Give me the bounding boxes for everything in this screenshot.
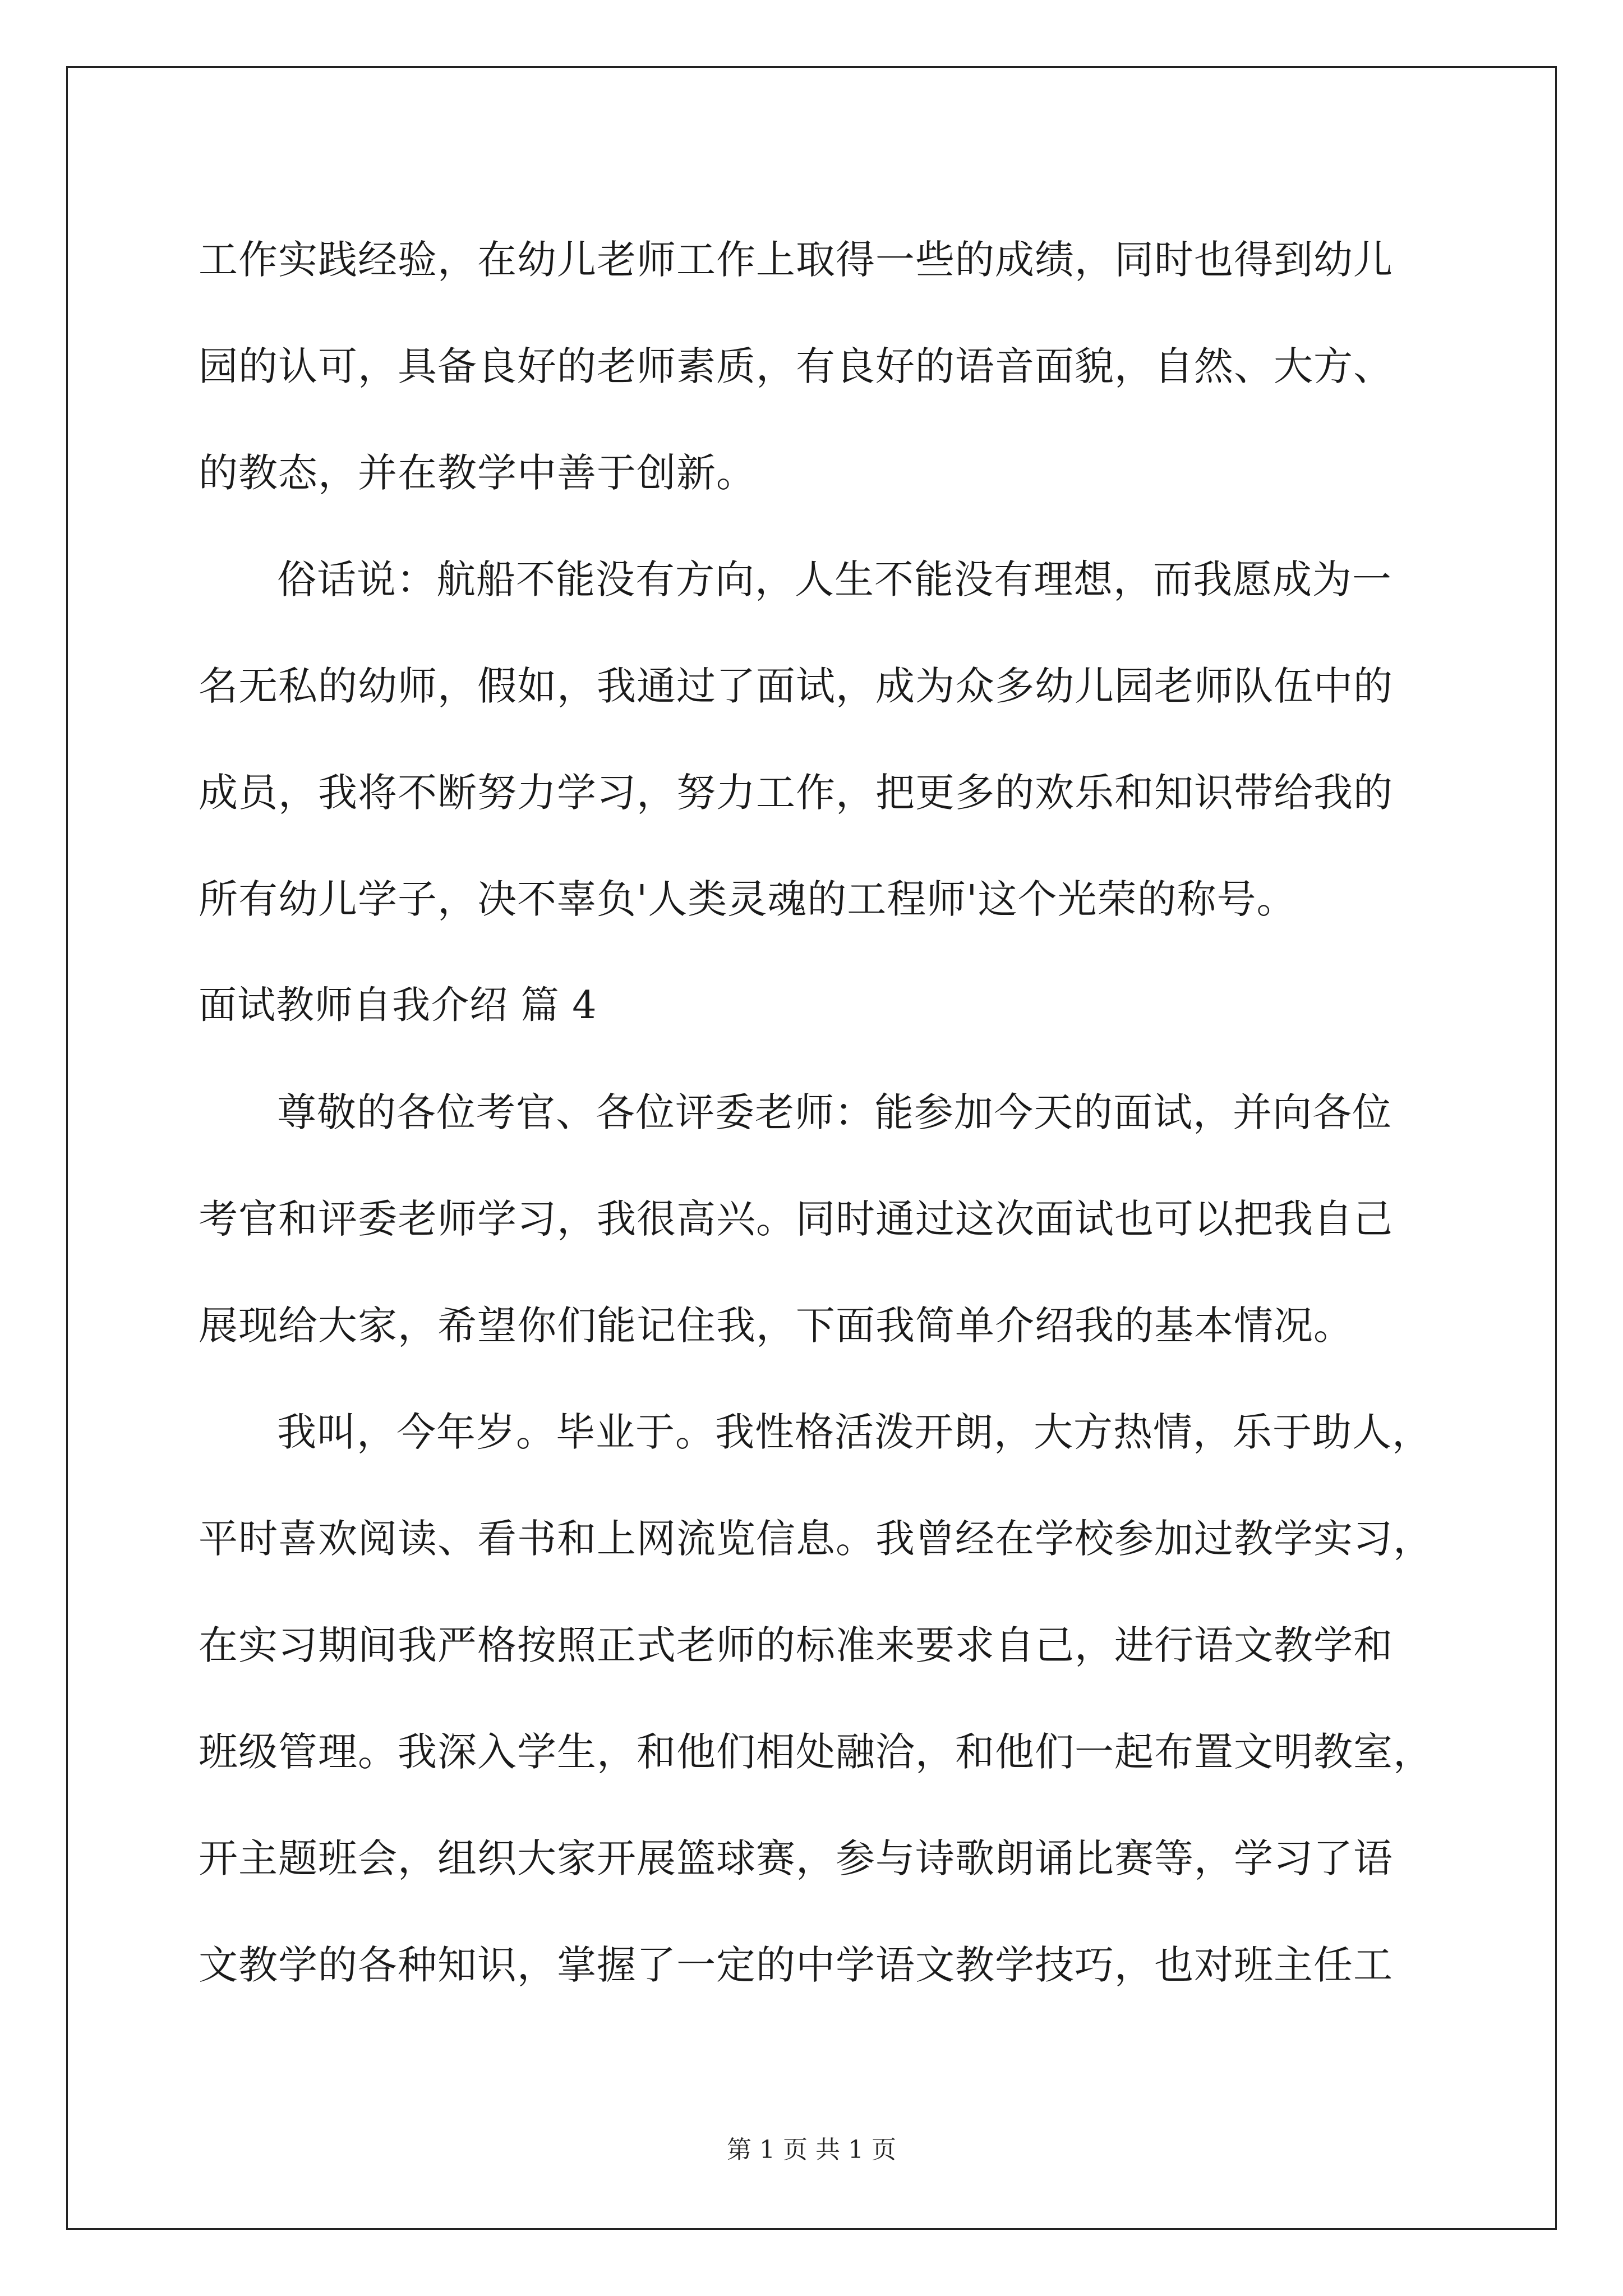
text-line: 班级管理。我深入学生，和他们相处融洽，和他们一起布置文明教室，	[199, 1729, 1433, 1775]
section-heading: 面试教师自我介绍 篇 4	[199, 983, 597, 1028]
document-body	[199, 206, 1433, 2018]
text-line: 成员，我将不断努力学习，努力工作，把更多的欢乐和知识带给我的	[199, 770, 1393, 816]
page-footer: 第 1 页 共 1 页	[727, 2136, 896, 2164]
text-line: 开主题班会，组织大家开展篮球赛，参与诗歌朗诵比赛等，学习了语	[199, 1835, 1393, 1881]
text-line: 在实习期间我严格按照正式老师的标准来要求自己，进行语文教学和	[199, 1622, 1393, 1668]
text-line: 名无私的幼师，假如，我通过了面试，成为众多幼儿园老师队伍中的	[199, 663, 1393, 709]
text-line: 我叫，今年岁。毕业于。我性格活泼开朗，大方热情，乐于助人，	[277, 1409, 1432, 1455]
text-line: 的教态，并在教学中善于创新。	[199, 450, 756, 496]
text-line: 考官和评委老师学习，我很高兴。同时通过这次面试也可以把我自己	[199, 1196, 1393, 1242]
text-line: 园的认可，具备良好的老师素质，有良好的语音面貌，自然、大方、	[199, 343, 1393, 389]
text-line: 展现给大家，希望你们能记住我，下面我简单介绍我的基本情况。	[199, 1303, 1353, 1349]
text-line: 文教学的各种知识，掌握了一定的中学语文教学技巧，也对班主任工	[199, 1942, 1393, 1988]
text-line: 工作实践经验，在幼儿老师工作上取得一些的成绩，同时也得到幼儿	[199, 237, 1393, 283]
text-line: 俗话说：航船不能没有方向，人生不能没有理想，而我愿成为一	[277, 556, 1392, 602]
text-line: 平时喜欢阅读、看书和上网流览信息。我曾经在学校参加过教学实习，	[199, 1516, 1433, 1562]
text-line: 所有幼儿学子，决不辜负'人类灵魂的工程师'这个光荣的称号。	[199, 876, 1297, 922]
text-line: 尊敬的各位考官、各位评委老师：能参加今天的面试，并向各位	[277, 1089, 1392, 1135]
